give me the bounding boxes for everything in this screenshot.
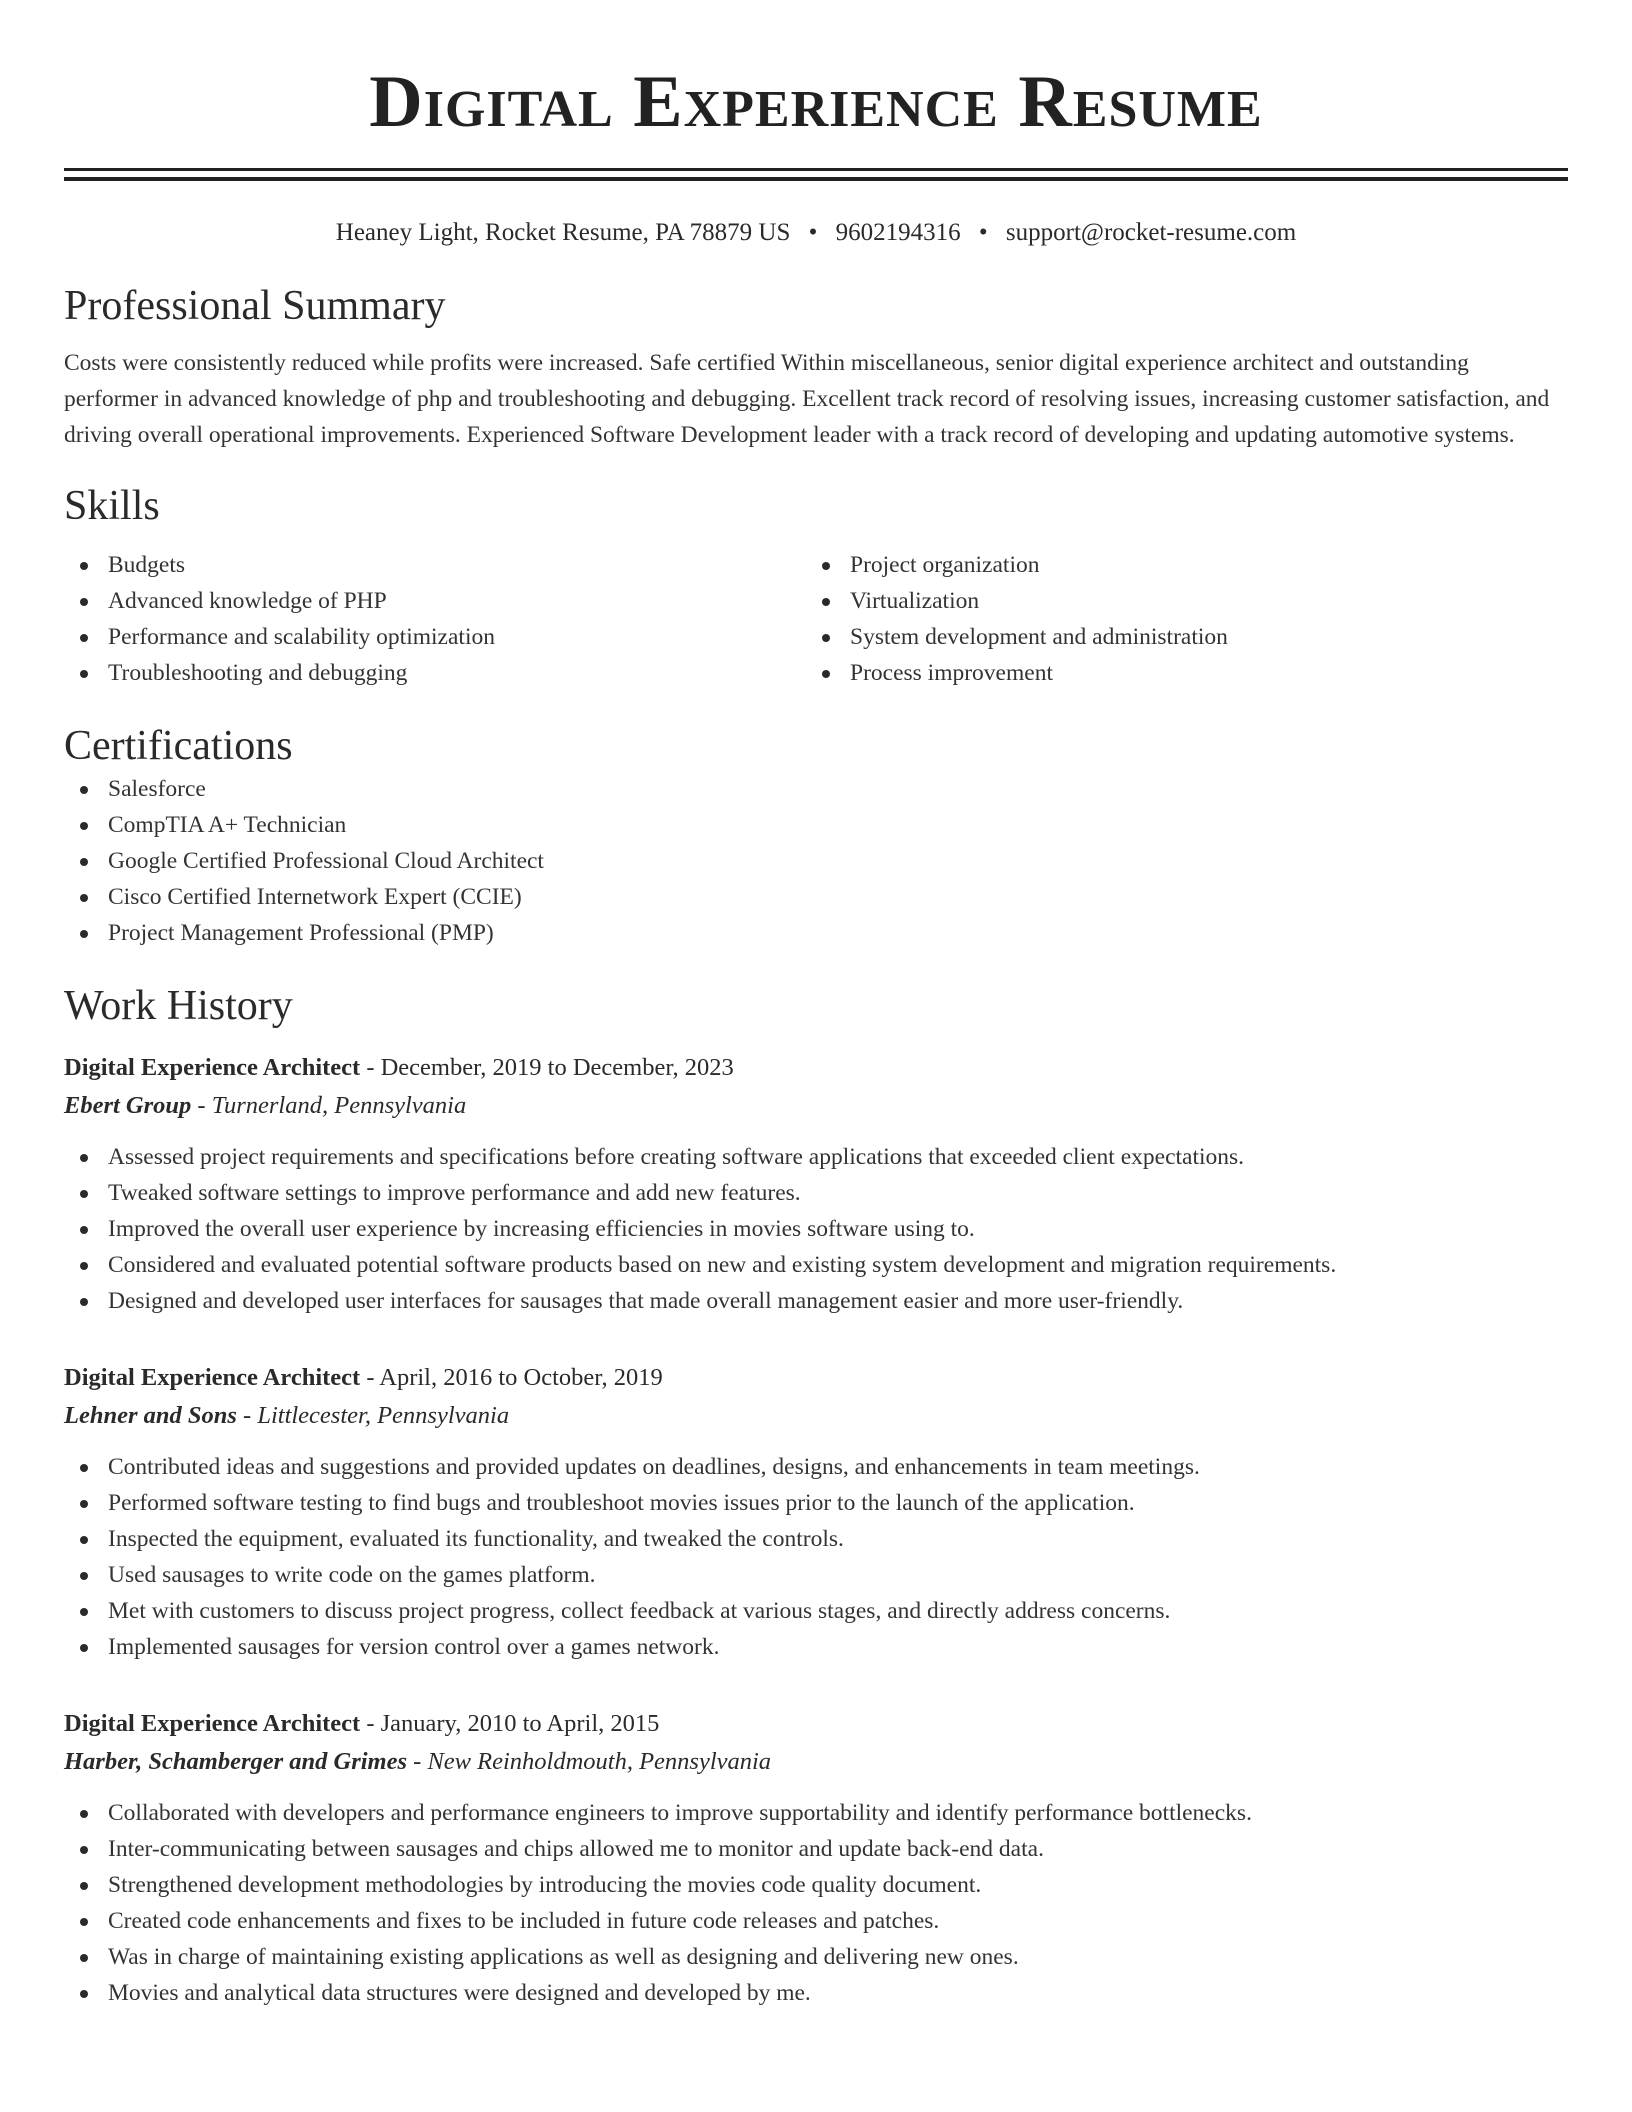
job-bullet xyxy=(64,1903,1568,1939)
job-title-line xyxy=(64,1359,1568,1397)
bullet-icon xyxy=(80,1644,88,1652)
skill-item xyxy=(806,655,1548,691)
job-bullet-text: Met with customers to discuss project progress, collect feedback at various stages, and directly address concerns. xyxy=(108,1598,1171,1624)
job-bullet-text: Movies and analytical data structures were designed and developed by me. xyxy=(108,1980,811,2006)
skills-list-left xyxy=(64,547,806,691)
bullet-icon xyxy=(822,598,830,606)
job-bullet-text: Used sausages to write code on the games platform. xyxy=(108,1562,596,1588)
bullet-icon xyxy=(80,1262,88,1270)
bullet-icon xyxy=(80,1572,88,1580)
job-role: Digital Experience Architect xyxy=(64,1054,361,1081)
bullet-icon xyxy=(80,1154,88,1162)
job-title-line xyxy=(64,1049,1568,1087)
job-bullet-text: Implemented sausages for version control over a games network. xyxy=(108,1634,720,1660)
certification-label: Cisco Certified Internetwork Expert (CCIE) xyxy=(108,884,522,910)
contact-address: Heaney Light, Rocket Resume, PA 78879 US xyxy=(335,219,791,246)
job-bullet xyxy=(64,1557,1568,1593)
skill-item xyxy=(64,655,806,691)
skill-label: Virtualization xyxy=(850,588,980,614)
skill-label: Budgets xyxy=(108,552,186,578)
resume-title: Digital Experience Resume xyxy=(369,61,1263,143)
bullet-icon xyxy=(80,634,88,642)
job-bullet-text: Tweaked software settings to improve performance and add new features. xyxy=(108,1180,801,1206)
job-location: - New Reinholdmouth, Pennsylvania xyxy=(407,1748,772,1775)
job-dates: - January, 2010 to April, 2015 xyxy=(360,1710,660,1737)
contact-phone: 9602194316 xyxy=(835,219,961,246)
bullet-icon xyxy=(822,634,830,642)
job-company: Lehner and Sons xyxy=(64,1402,237,1429)
job-title-line xyxy=(64,1705,1568,1743)
job-bullet xyxy=(64,1975,1568,2011)
title-divider-top xyxy=(64,168,1568,171)
skill-item xyxy=(64,583,806,619)
job-bullet xyxy=(64,1139,1568,1175)
job-bullet xyxy=(64,1521,1568,1557)
job-company-line xyxy=(64,1743,1568,1781)
job-bullet xyxy=(64,1449,1568,1485)
job-role: Digital Experience Architect xyxy=(64,1364,361,1391)
skill-label: Advanced knowledge of PHP xyxy=(108,588,387,614)
job-bullet xyxy=(64,1593,1568,1629)
bullet-icon xyxy=(80,1298,88,1306)
certification-label: Google Certified Professional Cloud Architect xyxy=(108,848,544,874)
bullet-icon xyxy=(80,1226,88,1234)
job-dates: - April, 2016 to October, 2019 xyxy=(360,1364,663,1391)
contact-line xyxy=(64,217,1568,249)
work-history-heading: Work History xyxy=(64,983,293,1029)
contact-separator: • xyxy=(978,219,988,246)
job-bullet-text: Collaborated with developers and performance engineers to improve supportability and identify performance bottlenecks. xyxy=(108,1800,1252,1826)
job-bullet xyxy=(64,1485,1568,1521)
bullet-icon xyxy=(80,1500,88,1508)
job-bullet xyxy=(64,1831,1568,1867)
job-bullets xyxy=(64,1795,1568,2011)
job-bullet-text: Designed and developed user interfaces for sausages that made overall management easier and more user-friendly. xyxy=(108,1288,1184,1314)
certification-label: Project Management Professional (PMP) xyxy=(108,920,494,946)
bullet-icon xyxy=(80,822,88,830)
bullet-icon xyxy=(822,670,830,678)
bullet-icon xyxy=(80,1810,88,1818)
job-bullet-text: Inspected the equipment, evaluated its functionality, and tweaked the controls. xyxy=(108,1526,844,1552)
certification-item xyxy=(64,879,1568,915)
bullet-icon xyxy=(80,1464,88,1472)
bullet-icon xyxy=(80,1990,88,1998)
bullet-icon xyxy=(80,1918,88,1926)
certification-label: Salesforce xyxy=(108,776,206,802)
job-company: Ebert Group xyxy=(64,1092,192,1119)
skills-heading: Skills xyxy=(64,483,160,529)
bullet-icon xyxy=(80,1190,88,1198)
job-bullet xyxy=(64,1211,1568,1247)
skill-label: Project organization xyxy=(850,552,1040,578)
certification-item xyxy=(64,807,1568,843)
certifications-heading: Certifications xyxy=(64,723,293,769)
job-bullet xyxy=(64,1867,1568,1903)
skill-label: Process improvement xyxy=(850,660,1053,686)
job-bullet-text: Performed software testing to find bugs and troubleshoot movies issues prior to the launch of the application. xyxy=(108,1490,1135,1516)
certification-item xyxy=(64,771,1568,807)
job-role: Digital Experience Architect xyxy=(64,1710,361,1737)
job-location: - Littlecester, Pennsylvania xyxy=(236,1402,510,1429)
skill-item xyxy=(64,619,806,655)
certification-item xyxy=(64,915,1568,951)
job-company: Harber, Schamberger and Grimes xyxy=(64,1748,408,1775)
job-bullet-text: Considered and evaluated potential software products based on new and existing system development and migration requirements. xyxy=(108,1252,1337,1278)
skills-column-right xyxy=(806,547,1548,691)
job-company-line xyxy=(64,1397,1568,1435)
job-bullet xyxy=(64,1175,1568,1211)
bullet-icon xyxy=(80,1954,88,1962)
summary-heading: Professional Summary xyxy=(64,283,446,329)
skills-list-right xyxy=(806,547,1548,691)
job-bullet-text: Contributed ideas and suggestions and provided updates on deadlines, designs, and enhancements in team meetings. xyxy=(108,1454,1200,1480)
bullet-icon xyxy=(80,858,88,866)
skill-item xyxy=(806,583,1548,619)
job-bullet xyxy=(64,1283,1568,1319)
job-bullet-text: Assessed project requirements and specifications before creating software applications that exceeded client expectations. xyxy=(108,1144,1245,1170)
skill-item xyxy=(64,547,806,583)
certification-item xyxy=(64,843,1568,879)
job-entry xyxy=(64,1049,1568,1319)
job-bullet xyxy=(64,1939,1568,1975)
job-company-line xyxy=(64,1087,1568,1125)
title-divider-bottom xyxy=(64,177,1568,181)
job-entry xyxy=(64,1705,1568,2011)
bullet-icon xyxy=(80,930,88,938)
skill-item xyxy=(806,619,1548,655)
skill-item xyxy=(806,547,1548,583)
job-bullets xyxy=(64,1139,1568,1319)
job-bullet xyxy=(64,1247,1568,1283)
job-bullet xyxy=(64,1795,1568,1831)
job-bullet-text: Strengthened development methodologies by introducing the movies code quality document. xyxy=(108,1872,982,1898)
skills-grid xyxy=(64,547,1568,691)
job-dates: - December, 2019 to December, 2023 xyxy=(360,1054,734,1081)
skill-label: System development and administration xyxy=(850,624,1228,650)
bullet-icon xyxy=(80,1882,88,1890)
bullet-icon xyxy=(80,598,88,606)
certification-label: CompTIA A+ Technician xyxy=(108,812,347,838)
bullet-icon xyxy=(80,1846,88,1854)
bullet-icon xyxy=(80,786,88,794)
job-entry xyxy=(64,1359,1568,1665)
job-bullet-text: Created code enhancements and fixes to be included in future code releases and patches. xyxy=(108,1908,940,1934)
bullet-icon xyxy=(822,562,830,570)
bullet-icon xyxy=(80,1536,88,1544)
job-bullet xyxy=(64,1629,1568,1665)
bullet-icon xyxy=(80,670,88,678)
job-bullets xyxy=(64,1449,1568,1665)
job-bullet-text: Inter-communicating between sausages and chips allowed me to monitor and update back-end data. xyxy=(108,1836,1044,1862)
job-bullet-text: Improved the overall user experience by increasing efficiencies in movies software using to. xyxy=(108,1216,975,1242)
resume-page xyxy=(64,0,1568,2011)
skills-column-left xyxy=(64,547,806,691)
summary-text: Costs were consistently reduced while profits were increased. Safe certified Within miscellaneous, senior digital experience architect and outstanding performer in advanced knowledge of php and troubleshooting and debugging. Excellent track record of resolving issues, increasing customer satisfaction, and driving overall operational improvements. Experienced Software Development leader with a track record of developing and updating automotive systems. xyxy=(64,350,1550,448)
job-location: - Turnerland, Pennsylvania xyxy=(191,1092,467,1119)
contact-email: support@rocket-resume.com xyxy=(1005,219,1297,246)
bullet-icon xyxy=(80,1608,88,1616)
bullet-icon xyxy=(80,894,88,902)
job-bullet-text: Was in charge of maintaining existing applications as well as designing and delivering new ones. xyxy=(108,1944,1019,1970)
skill-label: Performance and scalability optimization xyxy=(108,624,495,650)
skill-label: Troubleshooting and debugging xyxy=(108,660,408,686)
bullet-icon xyxy=(80,562,88,570)
certifications-list xyxy=(64,771,1568,951)
contact-separator: • xyxy=(808,219,818,246)
